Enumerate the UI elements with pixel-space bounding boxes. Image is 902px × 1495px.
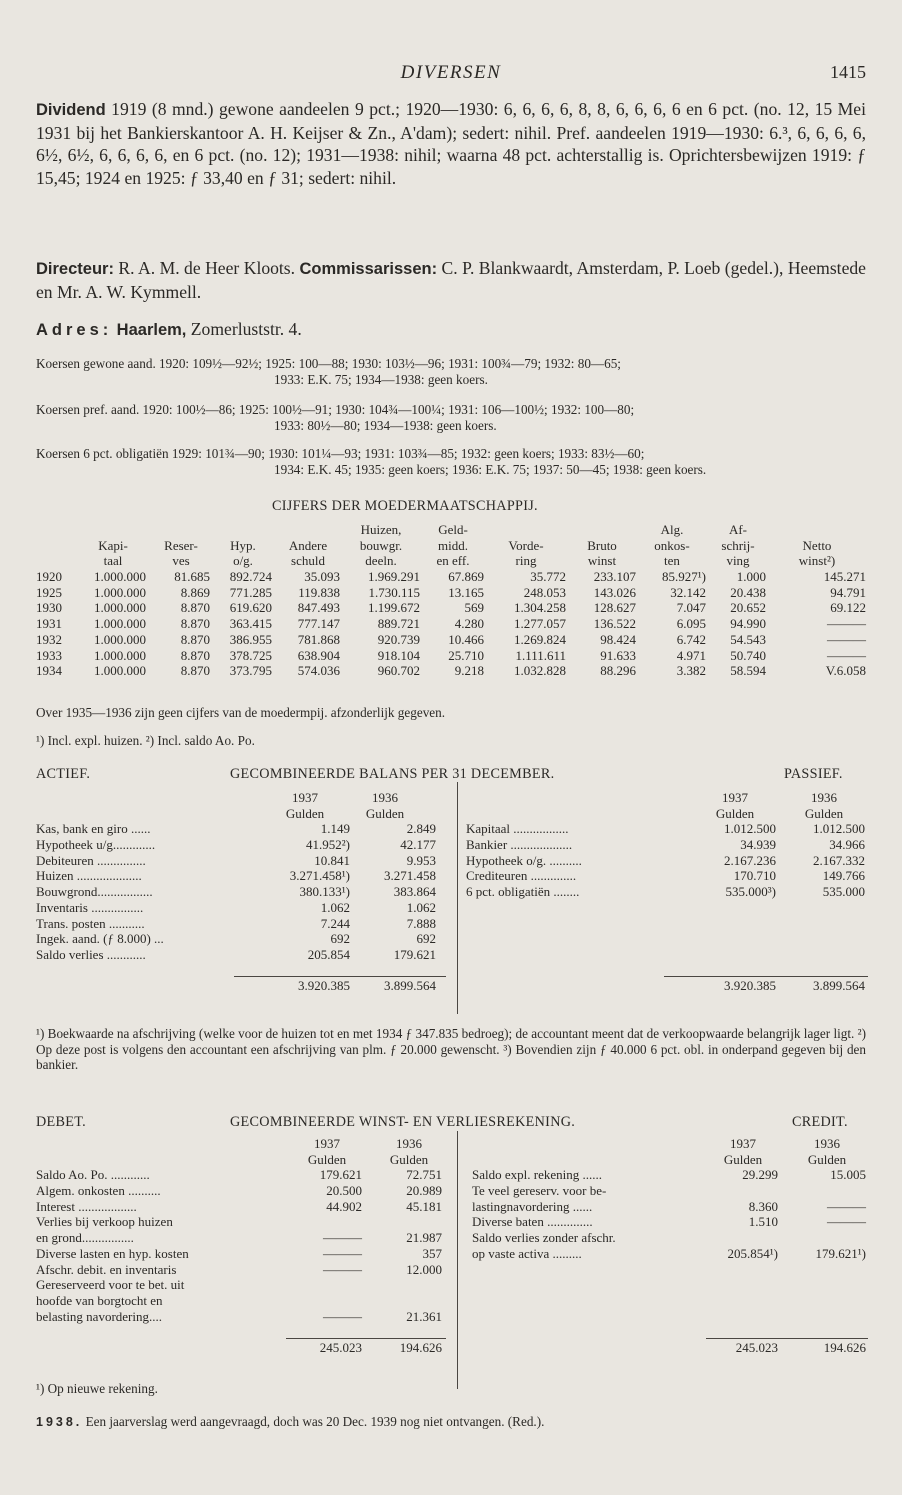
cijfers-header-cell: schrij-: [721, 537, 755, 553]
cijfers-header-cell: ves: [172, 553, 190, 569]
winst-year-debet-2: 1936: [396, 1136, 422, 1151]
cijfers-value-cell: 892.724: [229, 569, 272, 585]
winst-debet-label: Interest ..................: [36, 1198, 137, 1214]
winst-debet-1936: 45.181: [406, 1198, 442, 1214]
balans-row: [36, 821, 866, 837]
winst-debet-1936: 21.987: [406, 1230, 442, 1246]
cijfers-value-cell: 1.199.672: [368, 600, 420, 616]
winst-debet-label: belasting navordering....: [36, 1308, 162, 1324]
cijfers-header-cell: en eff.: [436, 553, 470, 569]
winst-unit-row: [36, 1152, 866, 1168]
cijfers-year-cell: 1930: [36, 600, 62, 616]
cijfers-value-cell: 35.093: [304, 569, 340, 585]
cijfers-value-cell: 1.000: [736, 569, 766, 585]
cijfers-header-cell: Alg.: [660, 522, 684, 537]
cijfers-value-cell: 54.543: [730, 631, 766, 647]
cijfers-row: [36, 616, 866, 632]
closing-year: 1938.: [36, 1415, 83, 1429]
cijfers-header-cell: winst: [587, 553, 617, 569]
cijfers-value-cell: ———: [827, 647, 866, 663]
balans-actief-label: Saldo verlies ............: [36, 946, 146, 962]
cijfers-value-cell: 67.869: [448, 569, 484, 585]
cijfers-value-cell: 7.047: [676, 600, 706, 616]
balans-actief-label: Ingek. aand. (ƒ 8.000) ...: [36, 931, 164, 947]
cijfers-header-cell: Vorde-: [508, 537, 544, 553]
winst-totals-row: [36, 1340, 866, 1356]
winst-debet-1936: 72.751: [406, 1167, 442, 1183]
koersen-pref: Koersen pref. aand. 1920: 100½—86; 1925: 100½—91; 1930: 104¾—100¼; 1931: 106—100½; 1932: 100—80; 1933: 80½—80; 1934—1938: geen koers.: [36, 402, 635, 433]
winst-debet-label: Algem. onkosten ..........: [36, 1183, 161, 1199]
page-header: [36, 62, 866, 86]
balans-passief-label: Bankier ...................: [466, 837, 573, 853]
winst-credit-1936: ———: [827, 1214, 866, 1230]
cijfers-header-cell: Netto: [802, 537, 832, 553]
winst-title: GECOMBINEERDE WINST- EN VERLIESREKENING.: [230, 1114, 576, 1130]
winst-credit-label: lastingnavordering ......: [472, 1198, 593, 1214]
adres-city: Haarlem,: [116, 321, 187, 339]
cijfers-value-cell: 1.000.000: [94, 600, 146, 616]
winst-credit-label: op vaste activa .........: [472, 1245, 582, 1261]
section-title: DIVERSEN: [400, 62, 502, 83]
balans-row: [36, 947, 866, 963]
cijfers-value-cell: 1.000.000: [94, 616, 146, 632]
balans-title: GECOMBINEERDE BALANS PER 31 DECEMBER.: [230, 766, 555, 782]
cijfers-value-cell: 781.868: [297, 631, 340, 647]
cijfers-value-cell: 4.971: [676, 647, 706, 663]
commissarissen-text: C. P. Blankwaardt, Amsterdam, P. Loeb (gedel.), Heemstede en Mr. A. W. Kymmell.: [36, 258, 866, 302]
cijfers-header-cell: ten: [664, 553, 680, 569]
cijfers-value-cell: 1.000.000: [94, 584, 146, 600]
winst-year-credit-2: 1936: [814, 1136, 840, 1151]
cijfers-value-cell: 569: [464, 600, 484, 616]
balans-passief-label: Kapitaal .................: [466, 821, 569, 837]
cijfers-value-cell: 8.870: [180, 600, 210, 616]
balans-actief-1936: 179.621: [393, 946, 436, 962]
cijfers-value-cell: 8.869: [180, 584, 210, 600]
winst-debet-1937: 20.500: [326, 1183, 362, 1199]
cijfers-header-cell: Reser-: [164, 537, 198, 553]
winst-credit-1937: 8.360: [748, 1198, 778, 1214]
cijfers-value-cell: 574.036: [297, 663, 340, 679]
dividend-text: 1919 (8 mnd.) gewone aandeelen 9 pct.; 1920—1930: 6, 6, 6, 6, 8, 8, 6, 6, 6, 6 en 6 pct. (no. 12, 15 Mei 1931 bij het Bankierskantoor A. H. Keijser & Zn., A'dam); sedert: nihil. Pref. aandeelen 1919—1930: 6.³, 6, 6, 6, 6, 6½, 6½, 6, 6, 6, 6, en 6 pct. (no. 12); 1931—1938: nihil; waarna 48 pct. achterstallig is. Oprichtersbewijzen 1919: ƒ 15,45; 1924 en 1925: ƒ 33,40 en ƒ 31; sedert: nihil.: [36, 99, 866, 188]
winst-total-credit-1937: 245.023: [735, 1339, 778, 1355]
cijfers-value-cell: 918.104: [377, 647, 420, 663]
winst-year-credit-1: 1937: [730, 1136, 756, 1151]
balans-actief-1937: 380.133¹): [299, 884, 350, 900]
balans-unit-passief-1: Gulden: [715, 805, 755, 821]
balans-actief-label: Trans. posten ...........: [36, 915, 145, 931]
winst-row: [36, 1183, 866, 1199]
cijfers-value-cell: 4.280: [454, 616, 484, 632]
winst-row: [36, 1262, 866, 1278]
balans-unit-actief-2: Gulden: [365, 805, 405, 821]
cijfers-value-cell: 373.795: [229, 663, 272, 679]
balans-actief-label: Debiteuren ...............: [36, 852, 146, 868]
cijfers-value-cell: 6.095: [676, 616, 706, 632]
winst-total-line-credit: [706, 1338, 868, 1339]
cijfers-value-cell: 10.466: [448, 631, 484, 647]
winst-debet-1936: 12.000: [406, 1261, 442, 1277]
balans-total-line-actief: [234, 976, 446, 977]
balans-total-actief-1936: 3.899.564: [384, 978, 436, 994]
balans-actief-label: Inventaris ................: [36, 899, 144, 915]
cijfers-value-cell: 777.147: [297, 616, 340, 632]
winst-divider: [457, 1131, 458, 1389]
balans-passief-1936: 535.000: [822, 884, 865, 900]
winst-debet-1937: 179.621: [319, 1167, 362, 1183]
winst-credit-1936: 179.621¹): [815, 1245, 866, 1261]
balans-year-passief-2: 1936: [811, 790, 837, 805]
balans-actief-1936: 3.271.458: [384, 868, 436, 884]
balans-actief-1936: 7.888: [406, 915, 436, 931]
balans-actief-1936: 692: [416, 931, 436, 947]
winst-row: [36, 1277, 866, 1293]
winst-credit-label: Diverse baten ..............: [472, 1214, 593, 1230]
balans-actief-1937: 41.952²): [306, 837, 350, 853]
winst-row: [36, 1199, 866, 1215]
commissarissen-label: Commissarissen:: [299, 260, 438, 278]
koersen-obligaties: Koersen 6 pct. obligatiën 1929: 101¾—90; 1930: 101¼—93; 1931: 103¾—85; 1932: geen koers; 1933: 83½—60; 1934: E.K. 45; 1935: geen koers; 1936: E.K. 75; 1937: 50—45; 1938: geen koers.: [36, 446, 707, 477]
balans-actief-1936: 1.062: [406, 899, 436, 915]
cijfers-year-cell: 1931: [36, 616, 62, 632]
winst-debet-label: Verlies bij verkoop huizen: [36, 1214, 173, 1230]
cijfers-header-row: [36, 553, 866, 569]
balans-divider: [457, 782, 458, 1014]
balans-passief-1936: 149.766: [822, 868, 865, 884]
winst-debet-1937: ———: [323, 1230, 362, 1246]
balans-totals-row: [36, 978, 866, 994]
cijfers-value-cell: 9.218: [454, 663, 484, 679]
winst-row: [36, 1246, 866, 1262]
cijfers-value-cell: 363.415: [229, 616, 272, 632]
balans-actief-label: Kas, bank en giro ......: [36, 821, 151, 837]
cijfers-value-cell: 32.142: [670, 584, 706, 600]
balans-passief-1936: 34.966: [829, 837, 865, 853]
cijfers-value-cell: 1.000.000: [94, 647, 146, 663]
balans-row: [36, 931, 866, 947]
cijfers-value-cell: 85.927¹): [662, 569, 706, 585]
cijfers-value-cell: 1.269.824: [514, 631, 566, 647]
dividend-paragraph: [36, 98, 866, 189]
cijfers-value-cell: 847.493: [297, 600, 340, 616]
balans-actief-1937: 692: [330, 931, 350, 947]
cijfers-header-cell: bouwgr.: [359, 537, 403, 553]
winst-debet-1936: 20.989: [406, 1183, 442, 1199]
balans-actief-label: Hypotheek u/g.............: [36, 837, 156, 853]
cijfers-year-cell: 1934: [36, 663, 62, 679]
balans-row: [36, 900, 866, 916]
balans-total-line-passief: [664, 976, 868, 977]
cijfers-footnote: ¹) Incl. expl. huizen. ²) Incl. saldo Ao. Po.: [36, 733, 255, 748]
cijfers-value-cell: 8.870: [180, 616, 210, 632]
closing-text: Een jaarverslag werd aangevraagd, doch was 20 Dec. 1939 nog niet ontvangen. (Red.).: [85, 1414, 545, 1429]
cijfers-header-cell: Hyp.: [230, 537, 256, 553]
balans-actief-1936: 9.953: [406, 852, 436, 868]
winst-row: [36, 1230, 866, 1246]
winst-table: [36, 1136, 866, 1356]
cijfers-year-cell: 1933: [36, 647, 62, 663]
balans-actief-1937: 1.149: [320, 821, 350, 837]
cijfers-value-cell: 233.107: [593, 569, 636, 585]
cijfers-value-cell: 145.271: [823, 569, 866, 585]
winst-debet-1937: 44.902: [326, 1198, 362, 1214]
cijfers-note: Over 1935—1936 zijn geen cijfers van de moedermpij. afzonderlijk gegeven.: [36, 705, 446, 720]
winst-row: [36, 1293, 866, 1309]
cijfers-value-cell: 1.032.828: [514, 663, 566, 679]
balans-footnote: ¹) Boekwaarde na afschrijving (welke voor de huizen tot en met 1934 ƒ 347.835 bedroeg); de accountant meent dat de verkoopwaarde belangrijk lager ligt. ²) Op deze post is volgens den accountant een afschrijving van plm. ƒ 20.000 gewenscht. ³) Bovendien zijn ƒ 40.000 6 pct. obl. in onderpand gegeven bij den bankier.: [36, 1026, 866, 1073]
winst-credit-label: Saldo verlies zonder afschr.: [472, 1230, 616, 1246]
balans-row: [36, 868, 866, 884]
winst-debet-label: Saldo Ao. Po. ............: [36, 1167, 150, 1183]
balans-passief-label: 6 pct. obligatiën ........: [466, 884, 580, 900]
cijfers-value-cell: 889.721: [377, 616, 420, 632]
cijfers-value-cell: 35.772: [530, 569, 566, 585]
cijfers-value-cell: 143.026: [593, 584, 636, 600]
balans-total-actief-1937: 3.920.385: [298, 978, 350, 994]
balans-actief-label: Huizen ....................: [36, 868, 142, 884]
winst-credit-1937: 29.299: [742, 1167, 778, 1183]
cijfers-value-cell: 119.838: [298, 584, 340, 600]
cijfers-header-cell: Bruto: [587, 537, 617, 553]
cijfers-header-cell: schuld: [291, 553, 325, 569]
winst-row: [36, 1309, 866, 1325]
cijfers-value-cell: 960.702: [377, 663, 420, 679]
balans-row: [36, 837, 866, 853]
cijfers-value-cell: 98.424: [600, 631, 636, 647]
winst-row: [36, 1167, 866, 1183]
winst-debet-1937: ———: [323, 1261, 362, 1277]
winst-debet-label: DEBET.: [36, 1114, 87, 1130]
balans-actief-1937: 3.271.458¹): [289, 868, 350, 884]
winst-unit-credit-1: Gulden: [723, 1151, 763, 1167]
cijfers-value-cell: 91.633: [600, 647, 636, 663]
cijfers-header-cell: onkos-: [654, 537, 690, 553]
cijfers-header-cell: Af-: [728, 522, 748, 537]
winst-debet-1936: 357: [422, 1245, 442, 1261]
winst-unit-debet-2: Gulden: [389, 1151, 429, 1167]
cijfers-year-cell: 1925: [36, 584, 62, 600]
cijfers-header-cell: Andere: [288, 537, 328, 553]
cijfers-value-cell: 8.870: [180, 631, 210, 647]
cijfers-value-cell: 13.165: [448, 584, 484, 600]
balans-actief-1937: 1.062: [320, 899, 350, 915]
winst-credit-label: Saldo expl. rekening ......: [472, 1167, 602, 1183]
cijfers-row: [36, 648, 866, 664]
winst-credit-1936: 15.005: [830, 1167, 866, 1183]
koersen-gewone: Koersen gewone aand. 1920: 109½—92½; 1925: 100—88; 1930: 103½—96; 1931: 100¾—79; 1932: 80—65; 1933: E.K. 75; 1934—1938: geen koers.: [36, 356, 621, 387]
cijfers-value-cell: 386.955: [229, 631, 272, 647]
adres-line: [36, 318, 866, 342]
closing-line: [36, 1414, 866, 1431]
balans-passief-1937: 170.710: [733, 868, 776, 884]
cijfers-row: [36, 632, 866, 648]
cijfers-value-cell: 6.742: [676, 631, 706, 647]
balans-row: [36, 884, 866, 900]
cijfers-header-cell: Kapi-: [98, 537, 128, 553]
winst-total-debet-1936: 194.626: [399, 1339, 442, 1355]
cijfers-row: [36, 663, 866, 679]
cijfers-value-cell: 50.740: [730, 647, 766, 663]
cijfers-header-cell: winst²): [798, 553, 836, 569]
cijfers-value-cell: 25.710: [448, 647, 484, 663]
balans-actief-1936: 2.849: [406, 821, 436, 837]
cijfers-header-cell: ving: [726, 553, 750, 569]
winst-credit-label: CREDIT.: [792, 1114, 848, 1130]
cijfers-value-cell: 128.627: [593, 600, 636, 616]
winst-debet-1936: 21.361: [406, 1308, 442, 1324]
cijfers-header-cell: ring: [515, 553, 537, 569]
balans-actief-label: Bouwgrond.................: [36, 884, 153, 900]
balans-passief-1936: 2.167.332: [813, 852, 865, 868]
cijfers-value-cell: 88.296: [600, 663, 636, 679]
balans-passief-1937: 2.167.236: [724, 852, 776, 868]
cijfers-value-cell: 771.285: [229, 584, 272, 600]
winst-debet-1937: ———: [323, 1308, 362, 1324]
cijfers-value-cell: 8.870: [180, 663, 210, 679]
balans-actief-1937: 7.244: [320, 915, 350, 931]
balans-passief-1937: 1.012.500: [724, 821, 776, 837]
winst-debet-label: Afschr. debit. en inventaris: [36, 1261, 177, 1277]
winst-unit-credit-2: Gulden: [807, 1151, 847, 1167]
winst-total-debet-1937: 245.023: [319, 1339, 362, 1355]
winst-debet-label: hoofde van borgtocht en: [36, 1292, 163, 1308]
cijfers-header-cell: taal: [103, 553, 123, 569]
cijfers-title: CIJFERS DER MOEDERMAATSCHAPPIJ.: [272, 498, 538, 514]
cijfers-value-cell: 58.594: [730, 663, 766, 679]
balans-row: [36, 916, 866, 932]
winst-debet-label: Diverse lasten en hyp. kosten: [36, 1245, 189, 1261]
dividend-label: Dividend: [36, 101, 106, 119]
cijfers-row: [36, 569, 866, 585]
cijfers-row: [36, 585, 866, 601]
adres-label: Adres:: [36, 321, 113, 339]
cijfers-value-cell: 94.990: [730, 616, 766, 632]
balans-passief-1936: 1.012.500: [813, 821, 865, 837]
balans-row: [36, 853, 866, 869]
cijfers-value-cell: 1.000.000: [94, 663, 146, 679]
page-number: 1415: [830, 62, 866, 82]
cijfers-header-cell: Huizen,: [360, 522, 402, 537]
cijfers-value-cell: ———: [827, 631, 866, 647]
winst-credit-1937: 1.510: [748, 1214, 778, 1230]
cijfers-value-cell: 248.053: [523, 584, 566, 600]
balans-total-passief-1936: 3.899.564: [813, 978, 865, 994]
balans-actief-1937: 10.841: [314, 852, 350, 868]
cijfers-header-cell: o/g.: [233, 553, 253, 569]
cijfers-value-cell: 378.725: [229, 647, 272, 663]
winst-credit-1936: ———: [827, 1198, 866, 1214]
balans-unit-passief-2: Gulden: [804, 805, 844, 821]
cijfers-value-cell: 1.304.258: [514, 600, 566, 616]
cijfers-value-cell: V.6.058: [825, 663, 866, 679]
balans-actief-1937: 205.854: [307, 946, 350, 962]
balans-years-row: [36, 790, 866, 806]
cijfers-table: [36, 522, 866, 679]
cijfers-value-cell: 619.620: [229, 600, 272, 616]
cijfers-value-cell: 1.000.000: [94, 569, 146, 585]
cijfers-value-cell: 20.438: [730, 584, 766, 600]
cijfers-value-cell: 1.000.000: [94, 631, 146, 647]
balans-passief-label: Crediteuren ..............: [466, 868, 577, 884]
balans-unit-row: [36, 806, 866, 822]
balans-total-passief-1937: 3.920.385: [724, 978, 776, 994]
cijfers-header-cell: Geld-: [438, 522, 468, 537]
winst-debet-label: en grond................: [36, 1230, 134, 1246]
winst-year-debet-1: 1937: [314, 1136, 340, 1151]
cijfers-header-cell: midd.: [438, 537, 468, 553]
cijfers-value-cell: ———: [827, 616, 866, 632]
cijfers-value-cell: 136.522: [593, 616, 636, 632]
cijfers-value-cell: 81.685: [174, 569, 210, 585]
winst-credit-1937: 205.854¹): [727, 1245, 778, 1261]
balans-unit-actief-1: Gulden: [285, 805, 325, 821]
winst-footnote: ¹) Op nieuwe rekening.: [36, 1381, 158, 1396]
cijfers-year-cell: 1932: [36, 631, 62, 647]
cijfers-value-cell: 1.969.291: [368, 569, 420, 585]
cijfers-value-cell: 638.904: [297, 647, 340, 663]
cijfers-header-cell: deeln.: [365, 553, 397, 569]
balans-actief-label: ACTIEF.: [36, 766, 91, 782]
balans-passief-label: PASSIEF.: [784, 766, 843, 782]
balans-passief-1937: 535.000³): [725, 884, 776, 900]
winst-total-credit-1936: 194.626: [823, 1339, 866, 1355]
cijfers-header-row: [36, 522, 866, 538]
cijfers-value-cell: 1.277.057: [514, 616, 566, 632]
winst-credit-label: Te veel gereserv. voor be-: [472, 1183, 607, 1199]
cijfers-value-cell: 3.382: [676, 663, 706, 679]
directeur-paragraph: [36, 257, 866, 303]
balans-actief-1936: 383.864: [393, 884, 436, 900]
cijfers-value-cell: 920.739: [377, 631, 420, 647]
directeur-text: R. A. M. de Heer Kloots.: [118, 258, 296, 278]
cijfers-value-cell: 8.870: [180, 647, 210, 663]
cijfers-year-cell: 1920: [36, 569, 62, 585]
winst-unit-debet-1: Gulden: [307, 1151, 347, 1167]
winst-years-row: [36, 1136, 866, 1152]
cijfers-value-cell: 1.111.611: [515, 647, 566, 663]
winst-debet-label: Gereserveerd voor te bet. uit: [36, 1277, 185, 1293]
adres-street: Zomerluststr. 4.: [190, 319, 302, 339]
cijfers-value-cell: 94.791: [830, 584, 866, 600]
cijfers-value-cell: 1.730.115: [368, 584, 420, 600]
balans-year-actief-2: 1936: [372, 790, 398, 805]
cijfers-value-cell: 20.652: [730, 600, 766, 616]
balans-actief-1936: 42.177: [400, 837, 436, 853]
balans-year-passief-1: 1937: [722, 790, 748, 805]
cijfers-header-row: [36, 538, 866, 554]
cijfers-row: [36, 600, 866, 616]
balans-table: [36, 790, 866, 994]
directeur-label: Directeur:: [36, 260, 114, 278]
balans-year-actief-1: 1937: [292, 790, 318, 805]
winst-debet-1937: ———: [323, 1245, 362, 1261]
balans-passief-1937: 34.939: [740, 837, 776, 853]
winst-row: [36, 1214, 866, 1230]
winst-total-line-debet: [286, 1338, 446, 1339]
balans-passief-label: Hypotheek o/g. ..........: [466, 852, 582, 868]
cijfers-value-cell: 69.122: [830, 600, 866, 616]
